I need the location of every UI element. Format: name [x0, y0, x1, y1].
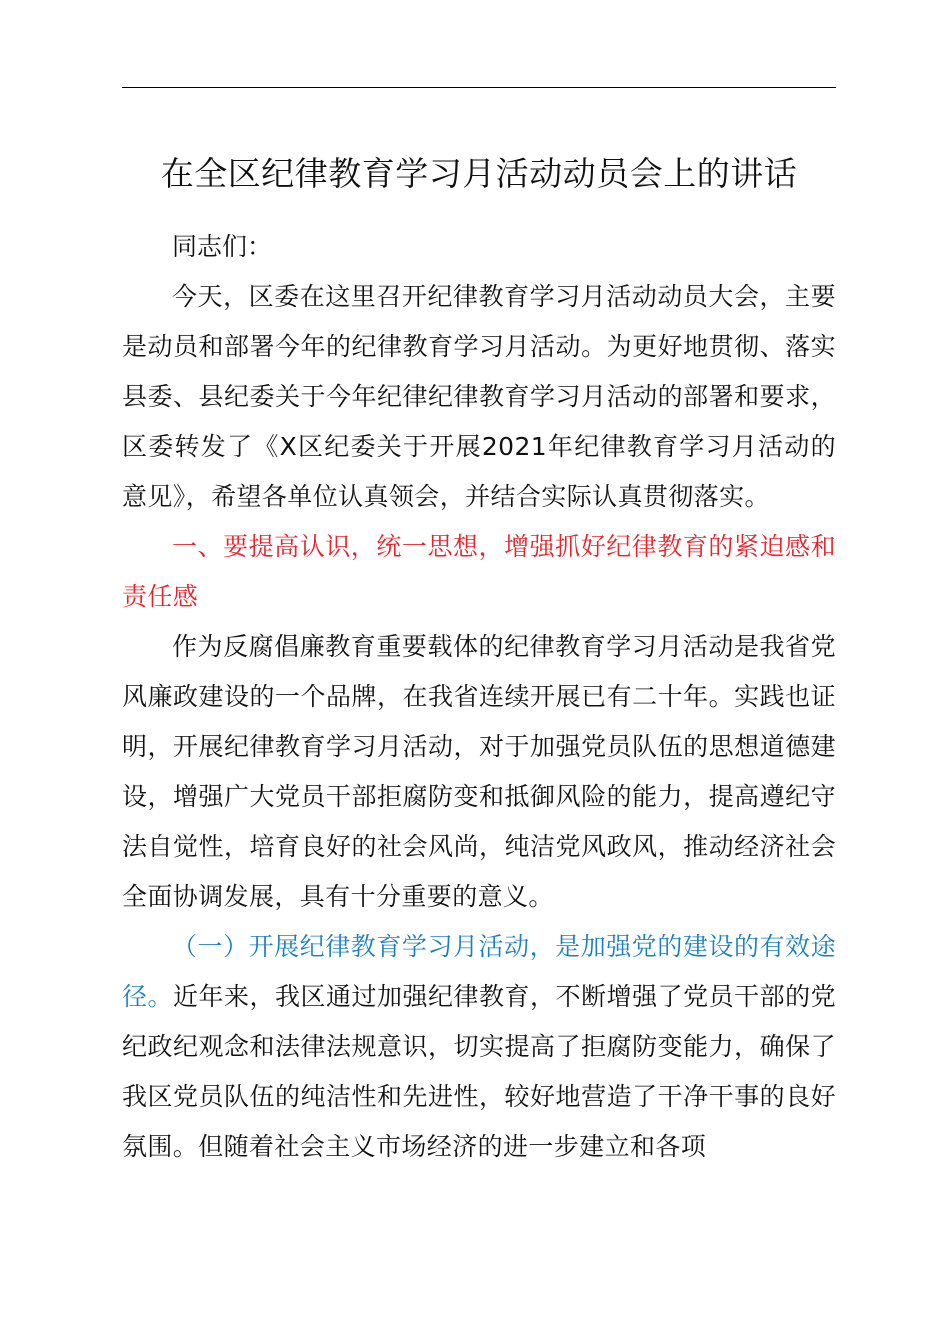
section-1-heading: 一、要提高认识，统一思想，增强抓好纪律教育的紧迫感和责任感	[122, 532, 836, 611]
subsection-1-paragraph	[122, 922, 836, 1172]
intro-paragraph: 今天，区委在这里召开纪律教育学习月活动动员大会，主要是动员和部署今年的纪律教育学习月活动。为更好地贯彻、落实县委、县纪委关于今年纪律纪律教育学习月活动的部署和要求，区委转发了《X区纪委关于开展2021年纪律教育学习月活动的意见》，希望各单位认真领会，并结合实际认真贯彻落实。	[122, 282, 836, 511]
greeting: 同志们：	[172, 232, 273, 261]
section-1-paragraph: 作为反腐倡廉教育重要载体的纪律教育学习月活动是我省党风廉政建设的一个品牌，在我省连续开展已有二十年。实践也证明，开展纪律教育学习月活动，对于加强党员队伍的思想道德建设，增强广大党员干部拒腐防变和抵御风险的能力，提高遵纪守法自觉性，培育良好的社会风尚，纯洁党风政风，推动经济社会全面协调发展，具有十分重要的意义。	[122, 632, 836, 911]
subsection-1-heading: （一）开展纪律教育学习月活动，是加强党的建设的有效途径。	[122, 932, 836, 1011]
subsection-1-text: 近年来，我区通过加强纪律教育，不断增强了党员干部的党纪政纪观念和法律法规意识，切实提高了拒腐防变能力，确保了我区党员队伍的纯洁性和先进性，较好地营造了干净干事的良好氛围。但随着社会主义市场经济的进一步建立和各项	[122, 982, 836, 1161]
header-rule	[122, 87, 836, 88]
document-body	[122, 222, 836, 1172]
document-title: 在全区纪律教育学习月活动动员会上的讲话	[160, 154, 798, 193]
